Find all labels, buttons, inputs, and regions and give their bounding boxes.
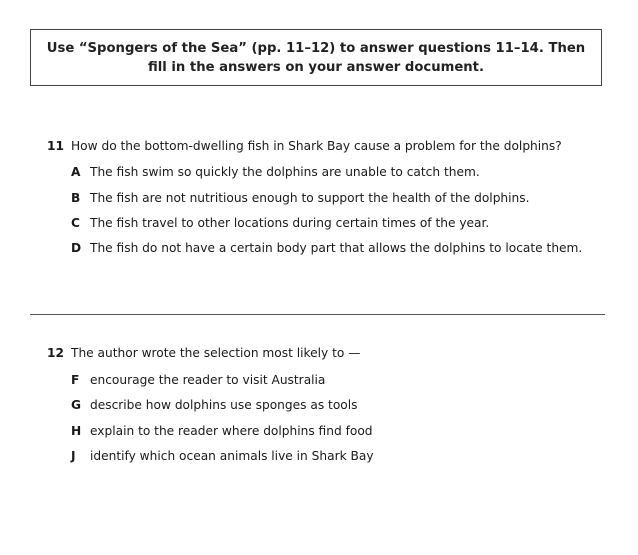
answer-option-a[interactable] — [71, 165, 480, 179]
answer-option-g[interactable] — [71, 398, 357, 412]
question-11 — [47, 138, 583, 255]
option-text: The fish swim so quickly the dolphins are unable to catch them. — [90, 165, 480, 179]
answer-option-c[interactable] — [71, 216, 489, 230]
section-divider — [30, 314, 605, 315]
instructions-line-1: Use “Spongers of the Sea” (pp. 11–12) to answer questions 11–14. Then — [46, 40, 586, 56]
question-12 — [47, 345, 374, 463]
option-text: The fish are not nutritious enough to support the health of the dolphins. — [90, 191, 530, 205]
instructions-line-2: fill in the answers on your answer document. — [148, 59, 484, 75]
answer-option-h[interactable] — [71, 424, 373, 438]
answer-option-b[interactable] — [71, 191, 530, 205]
option-text: explain to the reader where dolphins find food — [90, 424, 373, 438]
option-letter: J — [71, 449, 76, 463]
question-stem: The author wrote the selection most likely to — — [71, 346, 361, 360]
answer-option-d[interactable] — [71, 241, 582, 255]
option-text: The fish do not have a certain body part that allows the dolphins to locate them. — [90, 241, 583, 255]
instructions-box — [30, 29, 602, 86]
option-letter: F — [71, 373, 80, 387]
question-number: 11 — [47, 139, 64, 153]
answer-option-f[interactable] — [71, 373, 325, 387]
option-letter: D — [71, 241, 82, 255]
option-letter: H — [71, 424, 82, 438]
option-text: identify which ocean animals live in Shark Bay — [90, 449, 374, 463]
option-text: The fish travel to other locations during certain times of the year. — [90, 216, 490, 230]
question-stem: How do the bottom-dwelling fish in Shark Bay cause a problem for the dolphins? — [71, 139, 562, 153]
option-text: encourage the reader to visit Australia — [90, 373, 326, 387]
option-text: describe how dolphins use sponges as tools — [90, 398, 358, 412]
option-letter: B — [71, 191, 81, 205]
option-letter: C — [71, 216, 80, 230]
answer-option-j[interactable] — [71, 449, 374, 463]
option-letter: A — [71, 165, 81, 179]
question-number: 12 — [47, 346, 64, 360]
option-letter: G — [71, 398, 82, 412]
